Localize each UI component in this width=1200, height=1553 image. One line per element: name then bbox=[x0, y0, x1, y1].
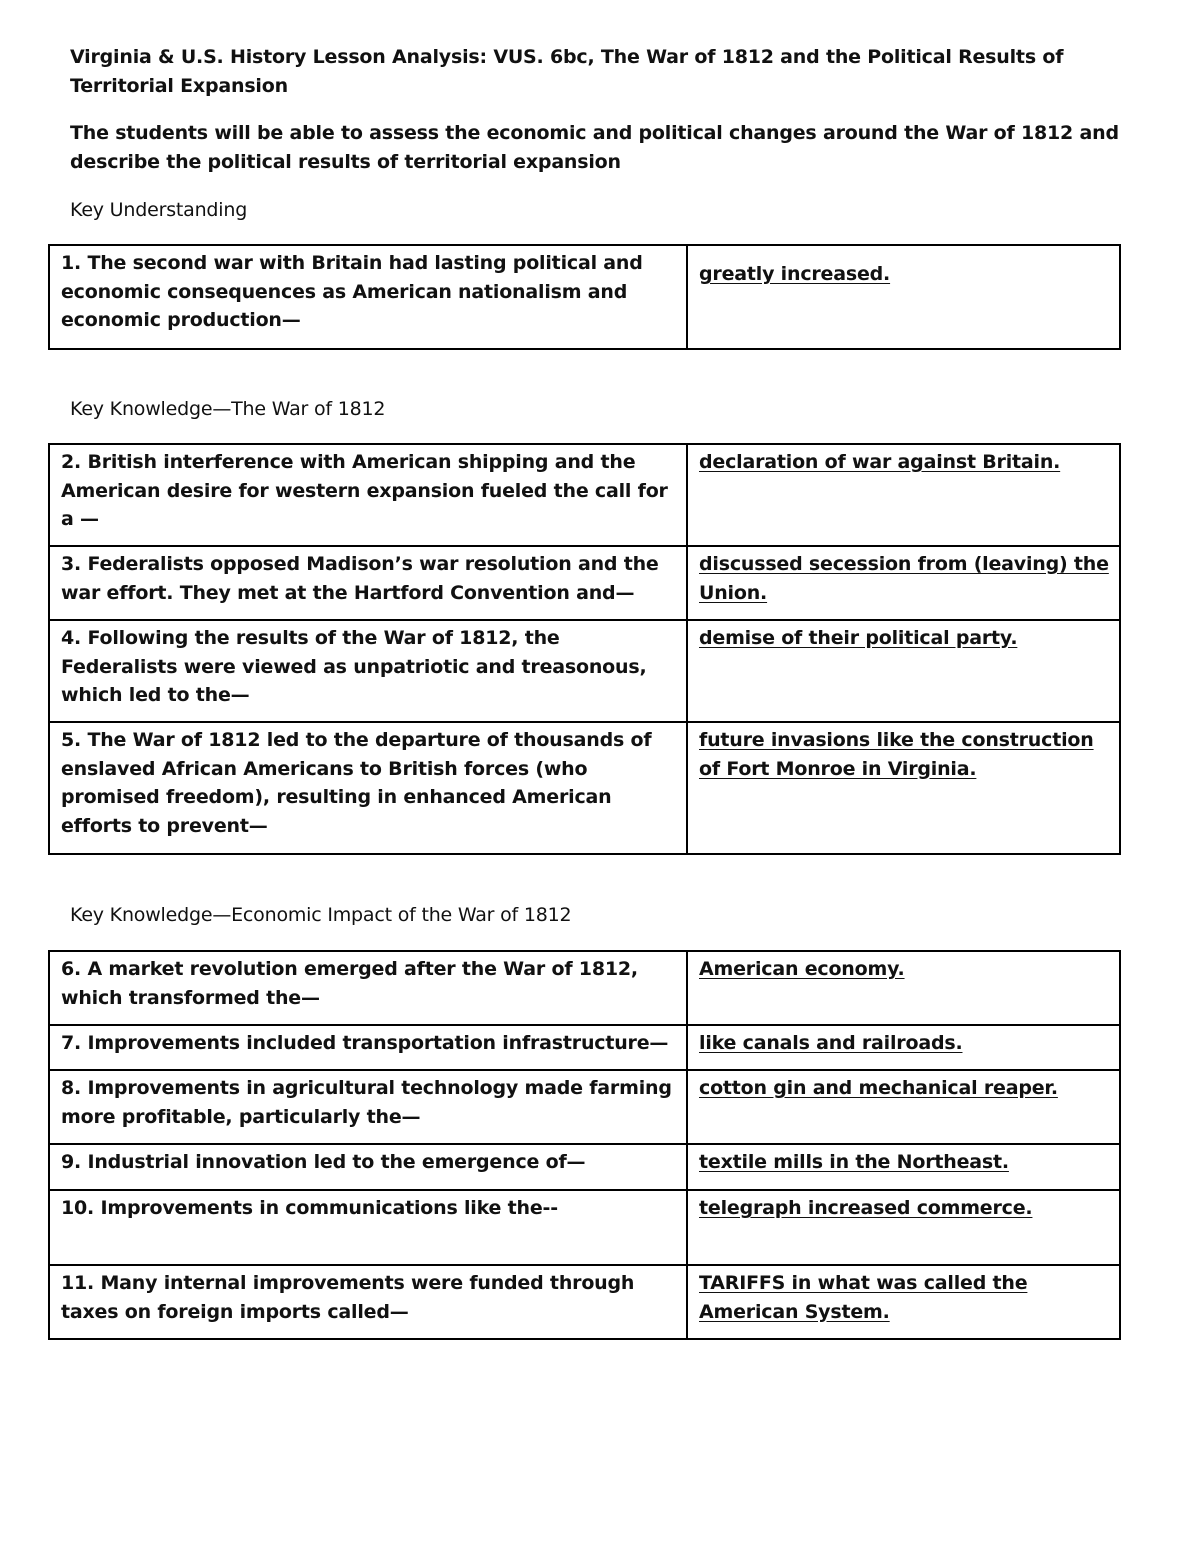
prompt-cell: 7. Improvements included transportation infrastructure— bbox=[49, 1025, 687, 1070]
answer-cell: like canals and railroads. bbox=[687, 1025, 1120, 1070]
table-row bbox=[49, 1190, 1120, 1265]
war-of-1812-table bbox=[48, 443, 1121, 855]
section-heading-war-of-1812: Key Knowledge—The War of 1812 bbox=[70, 398, 386, 420]
section-heading-key-understanding: Key Understanding bbox=[70, 199, 248, 221]
lesson-title: Virginia & U.S. History Lesson Analysis: VUS. 6bc, The War of 1812 and the Political Results of Territorial Expansion bbox=[70, 46, 1064, 97]
prompt-cell: 1. The second war with Britain had lasting political and economic consequences as American nationalism and economic production— bbox=[49, 245, 687, 349]
table-row bbox=[49, 1144, 1120, 1190]
answer-cell: declaration of war against Britain. bbox=[687, 444, 1120, 546]
prompt-cell: 6. A market revolution emerged after the War of 1812, which transformed the— bbox=[49, 951, 687, 1025]
table-row bbox=[49, 722, 1120, 854]
economic-impact-table bbox=[48, 950, 1121, 1340]
key-understanding-table bbox=[48, 244, 1121, 350]
answer-cell: demise of their political party. bbox=[687, 620, 1120, 722]
prompt-cell: 9. Industrial innovation led to the emergence of— bbox=[49, 1144, 687, 1190]
prompt-cell: 10. Improvements in communications like the-- bbox=[49, 1190, 687, 1265]
answer-cell: discussed secession from (leaving) the Union. bbox=[687, 546, 1120, 620]
answer-cell: American economy. bbox=[687, 951, 1120, 1025]
prompt-cell: 11. Many internal improvements were funded through taxes on foreign imports called— bbox=[49, 1265, 687, 1339]
answer-cell: textile mills in the Northeast. bbox=[687, 1144, 1120, 1190]
table-row bbox=[49, 245, 1120, 349]
table-row bbox=[49, 546, 1120, 620]
table-row bbox=[49, 620, 1120, 722]
prompt-cell: 3. Federalists opposed Madison’s war resolution and the war effort. They met at the Hartford Convention and— bbox=[49, 546, 687, 620]
table-row bbox=[49, 1070, 1120, 1144]
table-row bbox=[49, 951, 1120, 1025]
answer-cell: cotton gin and mechanical reaper. bbox=[687, 1070, 1120, 1144]
answer-cell: greatly increased. bbox=[687, 245, 1120, 349]
prompt-cell: 2. British interference with American shipping and the American desire for western expansion fueled the call for a — bbox=[49, 444, 687, 546]
lesson-objective: The students will be able to assess the economic and political changes around the War of 1812 and describe the political results of territorial expansion bbox=[70, 122, 1119, 173]
prompt-cell: 5. The War of 1812 led to the departure of thousands of enslaved African Americans to British forces (who promised freedom), resulting in enhanced American efforts to prevent— bbox=[49, 722, 687, 854]
answer-cell: future invasions like the construction of Fort Monroe in Virginia. bbox=[687, 722, 1120, 854]
prompt-cell: 8. Improvements in agricultural technology made farming more profitable, particularly the— bbox=[49, 1070, 687, 1144]
answer-cell: telegraph increased commerce. bbox=[687, 1190, 1120, 1265]
answer-cell: TARIFFS in what was called the American System. bbox=[687, 1265, 1120, 1339]
table-row bbox=[49, 444, 1120, 546]
section-heading-economic-impact: Key Knowledge—Economic Impact of the War of 1812 bbox=[70, 904, 572, 926]
prompt-cell: 4. Following the results of the War of 1812, the Federalists were viewed as unpatriotic and treasonous, which led to the— bbox=[49, 620, 687, 722]
table-row bbox=[49, 1025, 1120, 1070]
table-row bbox=[49, 1265, 1120, 1339]
